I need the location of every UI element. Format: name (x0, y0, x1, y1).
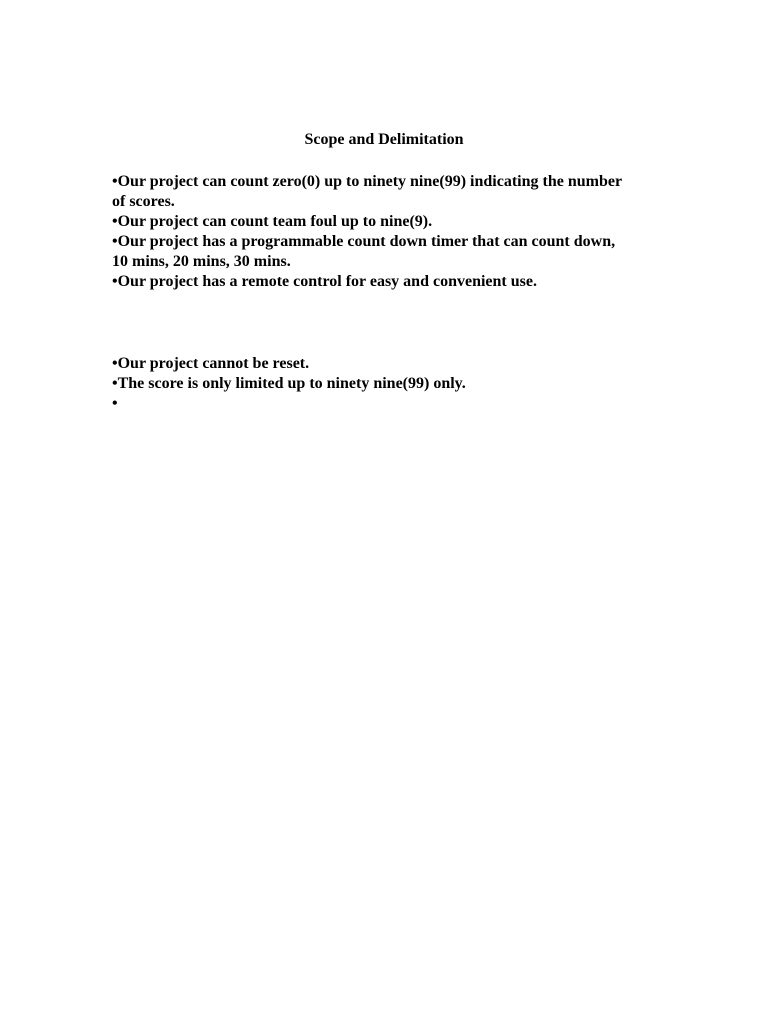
delimitation-list (112, 354, 632, 414)
scope-item: •Our project has a programmable count down timer that can count down, 10 mins, 20 mins, 30 mins. (112, 233, 616, 270)
delimitation-item: •Our project cannot be reset. (112, 355, 310, 372)
page-title: Scope and Delimitation (304, 131, 464, 148)
scope-list (112, 172, 632, 292)
scope-item: •Our project can count team foul up to nine(9). (112, 213, 433, 230)
scope-item: •Our project can count zero(0) up to ninety nine(99) indicating the number of scores. (112, 173, 622, 210)
delimitation-item: •The score is only limited up to ninety nine(99) only. (112, 375, 466, 392)
delimitation-item: • (112, 395, 118, 412)
scope-item: •Our project has a remote control for easy and convenient use. (112, 273, 537, 290)
